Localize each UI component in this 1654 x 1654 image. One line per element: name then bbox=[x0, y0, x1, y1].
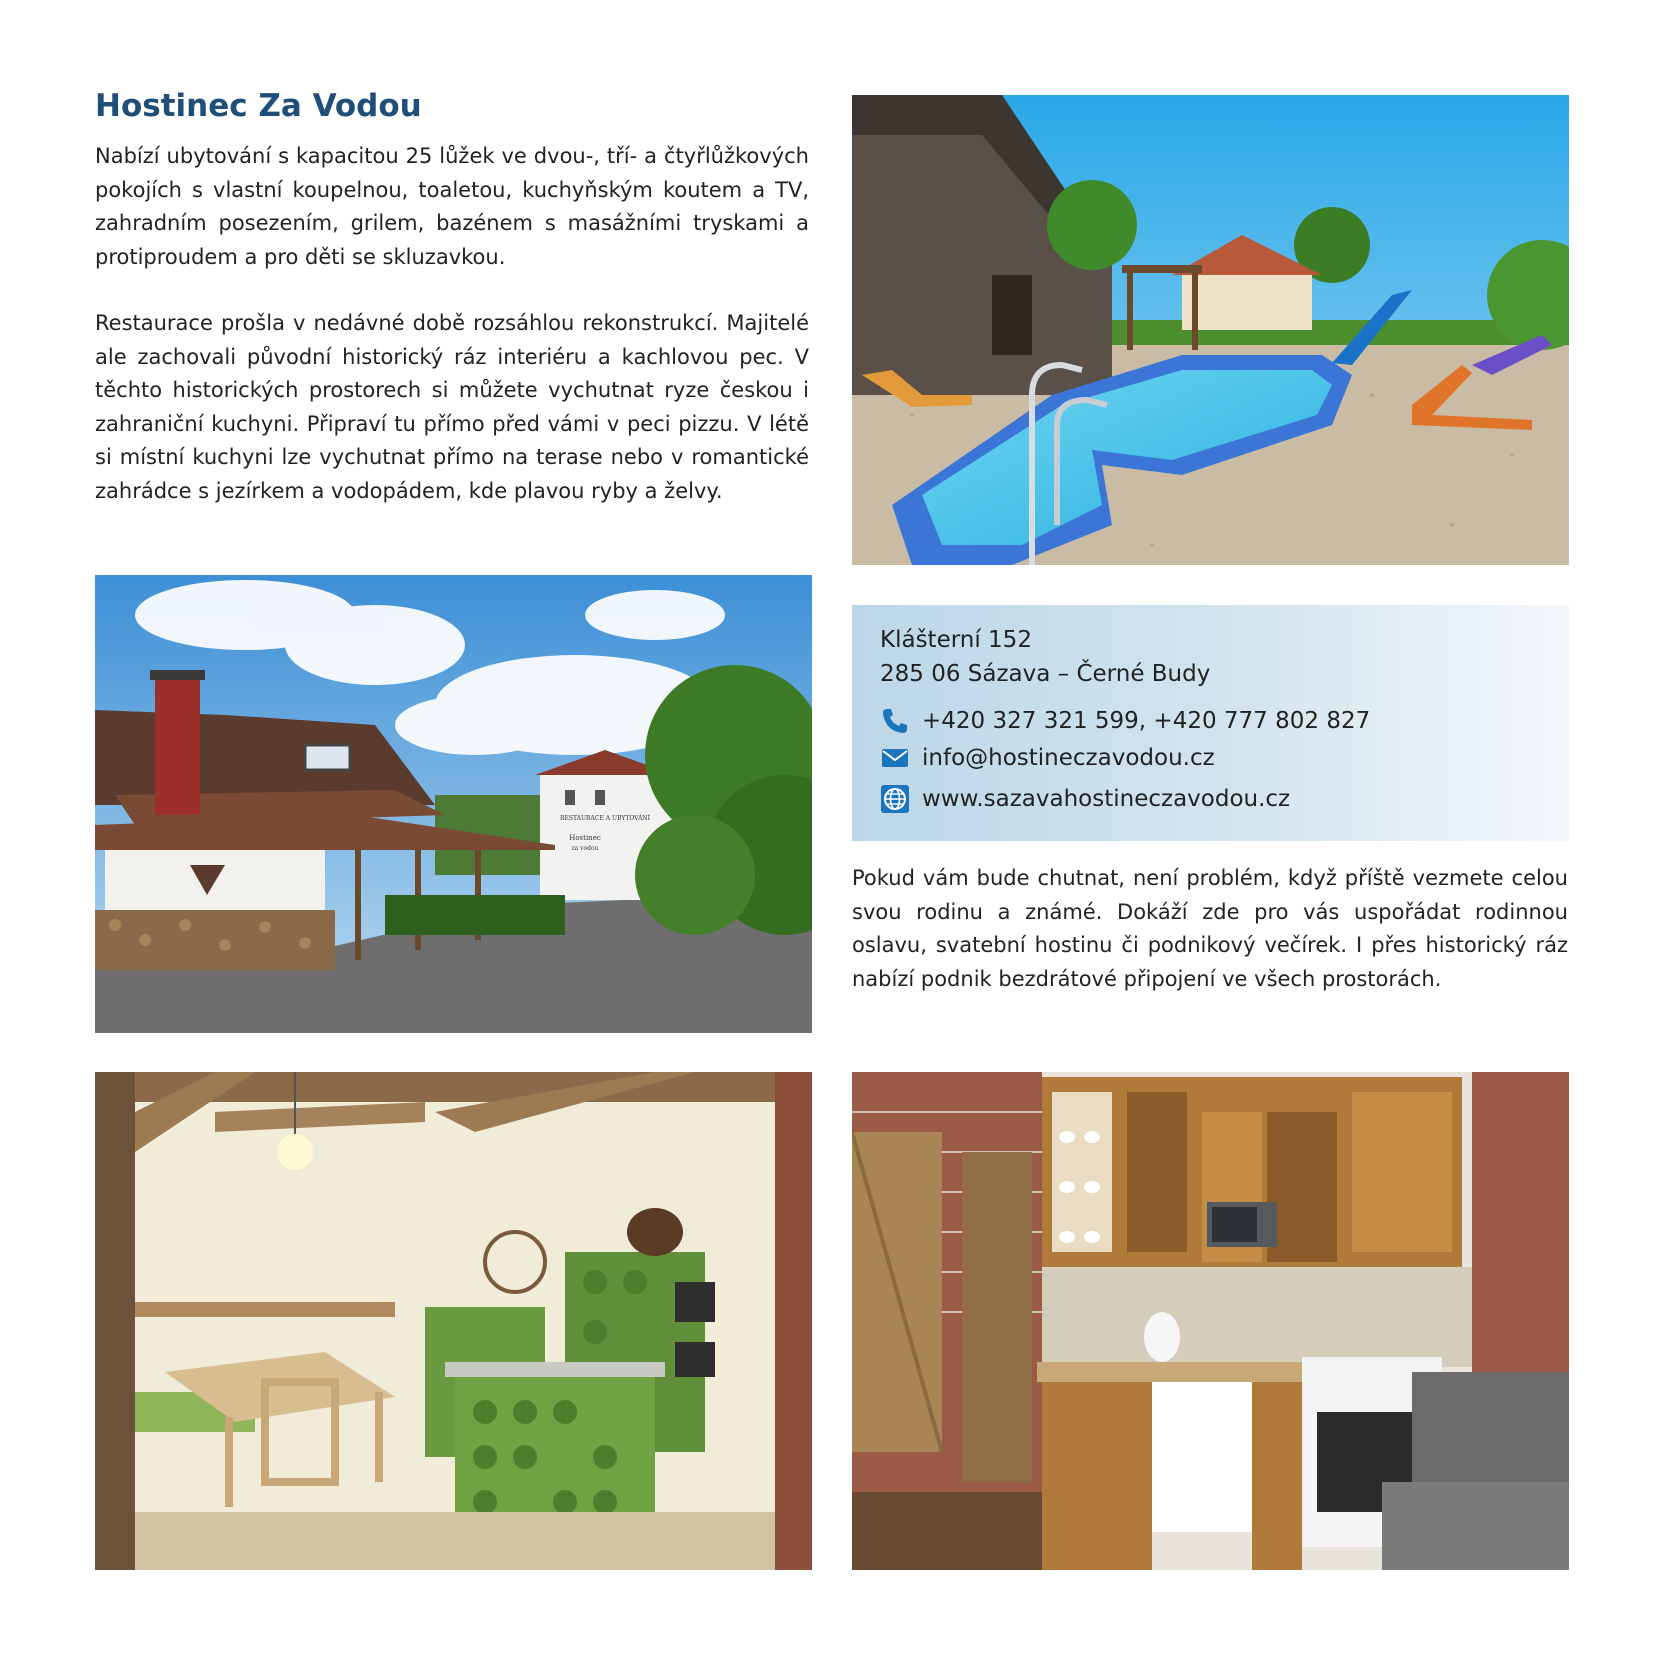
email-link[interactable]: info@hostineczavodou.cz bbox=[922, 745, 1215, 771]
phone-text: +420 327 321 599, +420 777 802 827 bbox=[922, 708, 1371, 734]
phone-row bbox=[880, 705, 1370, 737]
contact-box bbox=[852, 605, 1569, 841]
web-row bbox=[880, 783, 1290, 815]
restaurant-paragraph: Restaurace prošla v nedávné době rozsáhlou rekonstrukcí. Majitelé ale zachovali původní historický ráz interiéru a kachlovou pec. V těchto historických prostorech si můžete vychutnat ryze českou i zahraniční kuchyni. Připraví tu přímo před vámi v peci pizzu. V létě si místní kuchyni lze vychutnat přímo na terase nebo v romantické zahrádce s jezírkem a vodopádem, kde plavou ryby a želvy. bbox=[95, 311, 809, 503]
sign-text-line1: RESTAURACE A UBYTOVÁNÍ bbox=[559, 815, 651, 822]
kitchen-photo bbox=[852, 1072, 1569, 1570]
stove-interior-photo bbox=[95, 1072, 812, 1570]
sign-text-line2: Hostinec bbox=[569, 834, 601, 842]
address-line-1: Klášterní 152 bbox=[880, 627, 1032, 653]
address-line-2: 285 06 Sázava – Černé Budy bbox=[880, 661, 1211, 687]
mail-icon bbox=[880, 743, 910, 773]
email-row bbox=[880, 742, 1215, 774]
intro-paragraph: Nabízí ubytování s kapacitou 25 lůžek ve dvou-, tří- a čtyřlůžkových pokojích s vlastní koupelnou, toaletou, kuchyňským koutem a TV, zahradním posezením, grilem, bazénem s masážními tryskami a protiproudem a pro děti se skluzavkou. bbox=[95, 144, 809, 269]
web-link[interactable]: www.sazavahostineczavodou.cz bbox=[922, 786, 1291, 812]
pool-photo bbox=[852, 95, 1569, 565]
exterior-photo bbox=[95, 575, 812, 1033]
phone-icon bbox=[880, 706, 910, 736]
sign-text-line3: za vodou bbox=[571, 845, 599, 852]
page-title: Hostinec Za Vodou bbox=[95, 88, 422, 124]
globe-icon bbox=[880, 784, 910, 814]
outro-paragraph: Pokud vám bude chutnat, není problém, když příště vezmete celou svou rodinu a známé. Dokáží zde pro vás uspořádat rodinnou oslavu, svatební hostinu či podnikový večírek. I přes historický ráz nabízí podnik bezdrátové připojení ve všech prostorách. bbox=[852, 866, 1568, 991]
